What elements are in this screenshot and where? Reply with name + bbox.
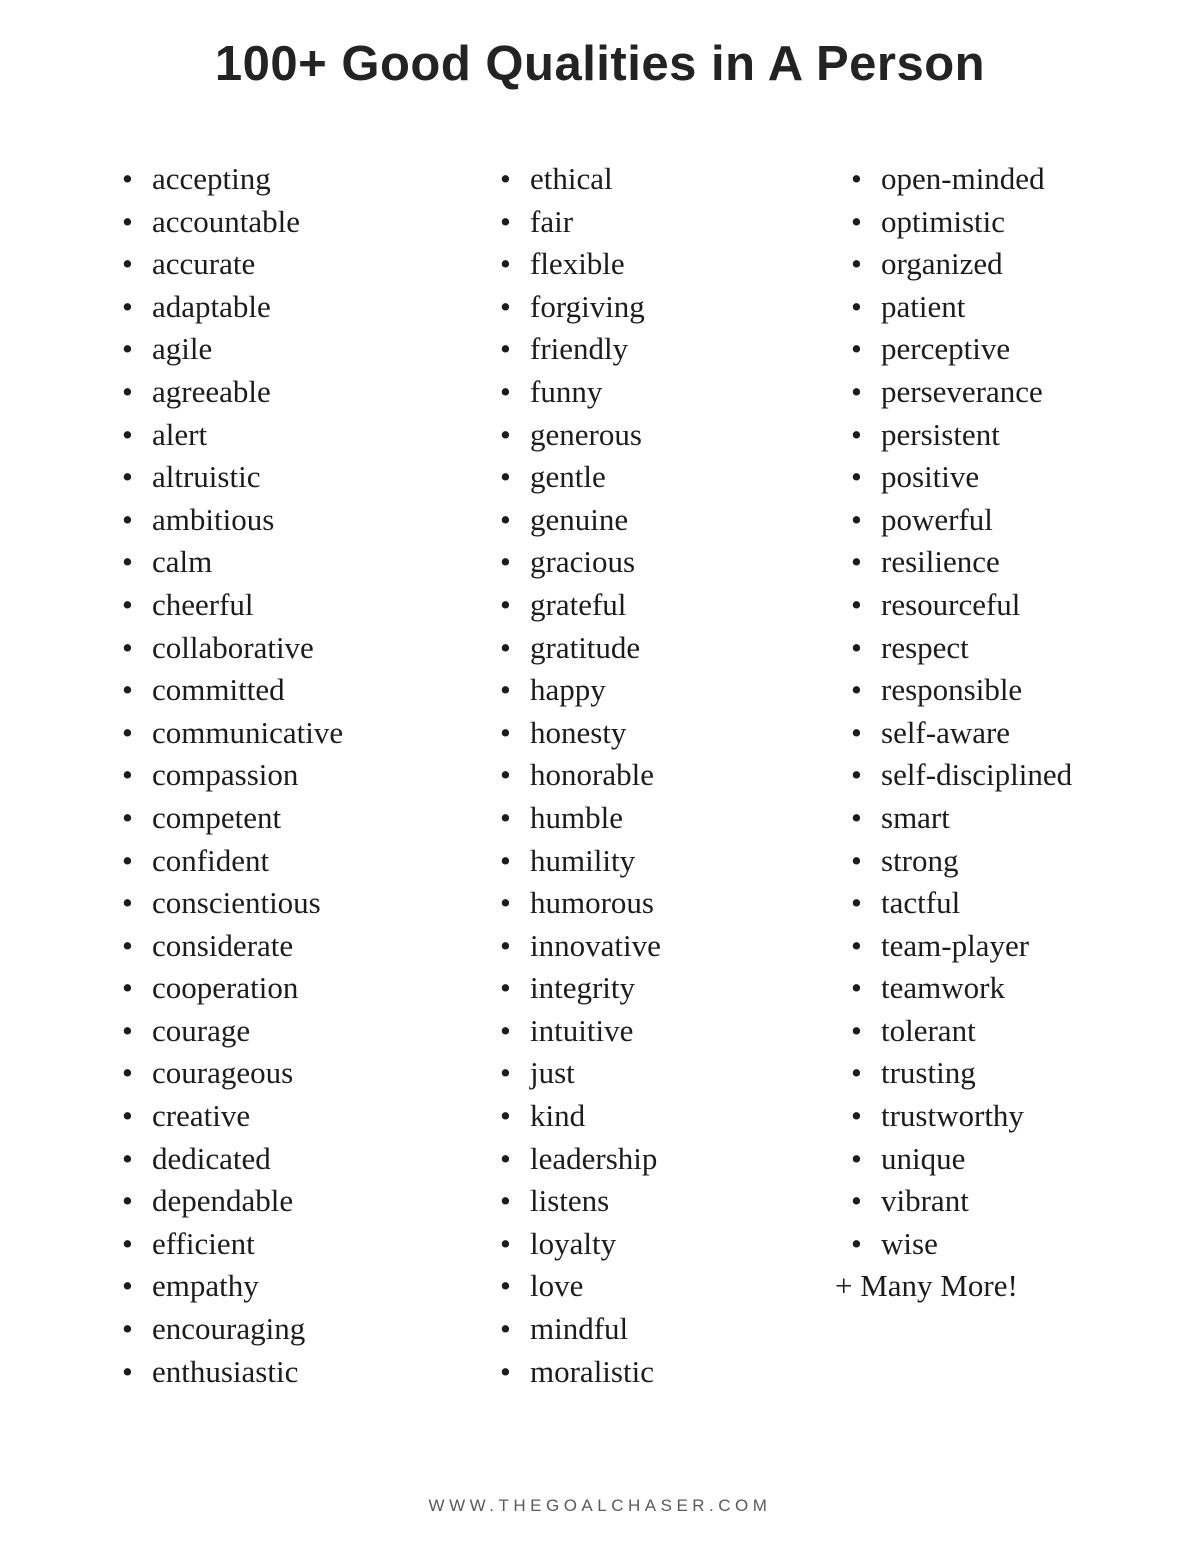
list-item [500,1180,661,1223]
list-item [500,499,661,542]
list-item [500,201,661,244]
list-item [122,584,343,627]
quality-text: persistent [881,416,1000,452]
list-item [500,712,661,755]
bullet-icon: • [500,1183,511,1219]
quality-text: creative [152,1098,251,1134]
bullet-icon: • [122,714,133,750]
list-item [122,754,343,797]
quality-text: wise [881,1225,938,1261]
bullet-icon: • [122,331,133,367]
quality-text: just [530,1055,575,1091]
list-item [500,328,661,371]
bullet-icon: • [122,416,133,452]
quality-text: forgiving [530,288,645,324]
bullet-icon: • [122,1268,133,1304]
bullet-icon: • [500,373,511,409]
bullet-icon: • [851,288,862,324]
bullet-icon: • [500,1098,511,1134]
quality-text: competent [152,799,282,835]
quality-text: encouraging [152,1311,306,1347]
bullet-icon: • [851,459,862,495]
quality-text: perceptive [881,331,1011,367]
quality-text: tactful [881,885,961,921]
list-item [500,243,661,286]
bullet-icon: • [851,1140,862,1176]
quality-text: strong [881,842,959,878]
bullet-icon: • [851,885,862,921]
list-item [122,627,343,670]
bullet-icon: • [122,1098,133,1134]
quality-text: efficient [152,1225,255,1261]
quality-text: happy [530,672,606,708]
quality-text: trustworthy [881,1098,1024,1134]
bullet-icon: • [500,246,511,282]
quality-text: calm [152,544,213,580]
bullet-icon: • [122,629,133,665]
bullet-icon: • [851,1183,862,1219]
bullet-icon: • [851,714,862,750]
bullet-icon: • [851,203,862,239]
bullet-icon: • [851,842,862,878]
quality-text: self-disciplined [881,757,1073,793]
list-item [851,840,1072,883]
list-item [500,1138,661,1181]
bullet-icon: • [851,161,862,196]
list-item [500,1052,661,1095]
list-item [851,201,1072,244]
quality-text: honorable [530,757,654,793]
list-item [500,456,661,499]
bullet-icon: • [851,246,862,282]
bullet-icon: • [500,757,511,793]
list-item [122,158,343,201]
quality-text: moralistic [530,1353,654,1389]
bullet-icon: • [122,1183,133,1219]
list-item [851,1223,1072,1266]
list-item [500,158,661,201]
quality-text: agile [152,331,213,367]
bullet-icon: • [500,1055,511,1091]
bullet-icon: • [122,1012,133,1048]
bullet-icon: • [122,1055,133,1091]
quality-text: confident [152,842,270,878]
list-item [500,1351,661,1394]
qualities-column-2 [500,158,661,1393]
quality-text: humorous [530,885,654,921]
bullet-icon: • [851,331,862,367]
bullet-icon: • [851,586,862,622]
bullet-icon: • [500,1311,511,1347]
list-item [500,1265,661,1308]
qualities-list-3 [851,158,1072,1265]
bullet-icon: • [851,1225,862,1261]
bullet-icon: • [122,544,133,580]
list-item [122,541,343,584]
quality-text: ambitious [152,501,275,537]
bullet-icon: • [851,970,862,1006]
list-item [122,669,343,712]
page-title: 100+ Good Qualities in A Person [214,37,986,91]
quality-text: powerful [881,501,993,537]
quality-text: enthusiastic [152,1353,299,1389]
bullet-icon: • [122,885,133,921]
bullet-icon: • [122,799,133,835]
list-item [500,1095,661,1138]
website-footer: WWW.THEGOALCHASER.COM [428,1496,772,1515]
quality-text: open-minded [881,161,1045,196]
quality-text: innovative [530,927,661,963]
quality-text: flexible [530,246,625,282]
quality-text: responsible [881,672,1023,708]
list-item [851,414,1072,457]
list-item [122,1010,343,1053]
list-item [122,1052,343,1095]
quality-text: altruistic [152,459,261,495]
bullet-icon: • [851,757,862,793]
quality-text: patient [881,288,966,324]
list-item [851,712,1072,755]
list-item [851,1052,1072,1095]
quality-text: team-player [881,927,1030,963]
quality-text: friendly [530,331,629,367]
quality-text: accountable [152,203,301,239]
list-item [500,1010,661,1053]
list-item [500,1223,661,1266]
quality-text: communicative [152,714,344,750]
bullet-icon: • [122,161,133,196]
quality-text: gentle [530,459,606,495]
bullet-icon: • [851,416,862,452]
quality-text: respect [881,629,969,665]
list-item [851,1138,1072,1181]
quality-text: self-aware [881,714,1011,750]
bullet-icon: • [500,970,511,1006]
bullet-icon: • [500,885,511,921]
list-item [851,243,1072,286]
quality-text: accurate [152,246,256,282]
bullet-icon: • [122,288,133,324]
bullet-icon: • [851,1012,862,1048]
bullet-icon: • [500,161,511,196]
quality-text: humility [530,842,636,878]
list-item [851,669,1072,712]
quality-text: genuine [530,501,629,537]
qualities-list-2 [500,158,661,1393]
quality-text: compassion [152,757,299,793]
list-item [851,925,1072,968]
bullet-icon: • [500,1140,511,1176]
bullet-icon: • [122,246,133,282]
list-item [122,243,343,286]
bullet-icon: • [500,586,511,622]
list-item [851,371,1072,414]
quality-text: kind [530,1098,586,1134]
bullet-icon: • [851,1055,862,1091]
bullet-icon: • [500,1353,511,1389]
list-item [122,1223,343,1266]
bullet-icon: • [851,672,862,708]
qualities-list-1 [122,158,343,1393]
quality-text: adaptable [152,288,271,324]
bullet-icon: • [851,927,862,963]
bullet-icon: • [122,203,133,239]
list-item [500,414,661,457]
quality-text: loyalty [530,1225,617,1261]
bullet-icon: • [500,416,511,452]
quality-text: empathy [152,1268,259,1304]
qualities-column-1 [122,158,343,1393]
bullet-icon: • [500,927,511,963]
quality-text: gratitude [530,629,641,665]
list-item [500,669,661,712]
list-item [122,1138,343,1181]
bullet-icon: • [122,1225,133,1261]
bullet-icon: • [851,1098,862,1134]
bullet-icon: • [500,672,511,708]
quality-text: collaborative [152,629,314,665]
list-item [851,882,1072,925]
bullet-icon: • [122,459,133,495]
list-item [122,328,343,371]
list-item [500,286,661,329]
quality-text: organized [881,246,1003,282]
quality-text: listens [530,1183,610,1219]
list-item [500,541,661,584]
bullet-icon: • [122,757,133,793]
list-item [122,1265,343,1308]
quality-text: accepting [152,161,271,196]
bullet-icon: • [851,544,862,580]
list-item [500,967,661,1010]
qualities-column-3 [835,158,1073,1308]
list-item [851,158,1072,201]
bullet-icon: • [122,672,133,708]
quality-text: optimistic [881,203,1005,239]
list-item [851,584,1072,627]
quality-text: courageous [152,1055,294,1091]
list-item [851,1095,1072,1138]
quality-text: resourceful [881,586,1021,622]
bullet-icon: • [500,501,511,537]
list-item [122,286,343,329]
list-item [500,584,661,627]
bullet-icon: • [122,1353,133,1389]
list-item [851,499,1072,542]
bullet-icon: • [500,203,511,239]
list-item [851,1010,1072,1053]
bullet-icon: • [122,1311,133,1347]
list-item [122,499,343,542]
list-item [500,840,661,883]
quality-text: committed [152,672,285,708]
quality-text: fair [530,203,574,239]
many-more-note: + Many More! [835,1268,1018,1304]
list-item [122,201,343,244]
list-item [122,712,343,755]
bullet-icon: • [851,799,862,835]
quality-text: mindful [530,1311,629,1347]
bullet-icon: • [122,501,133,537]
quality-text: dependable [152,1183,294,1219]
list-item [122,882,343,925]
quality-text: cooperation [152,970,299,1006]
quality-text: cheerful [152,586,254,622]
quality-text: funny [530,373,603,409]
list-item [122,925,343,968]
list-item [851,1180,1072,1223]
bullet-icon: • [122,586,133,622]
quality-text: teamwork [881,970,1005,1006]
list-item [851,754,1072,797]
quality-text: courage [152,1012,251,1048]
quality-text: intuitive [530,1012,634,1048]
list-item [500,627,661,670]
bullet-icon: • [500,842,511,878]
quality-text: tolerant [881,1012,976,1048]
bullet-icon: • [122,842,133,878]
quality-text: alert [152,416,208,452]
list-item [500,754,661,797]
bullet-icon: • [122,373,133,409]
list-item [122,840,343,883]
list-item [851,456,1072,499]
list-item [851,627,1072,670]
list-item [122,371,343,414]
quality-text: trusting [881,1055,976,1091]
list-item [122,1308,343,1351]
quality-text: perseverance [881,373,1043,409]
bullet-icon: • [851,501,862,537]
list-item [122,414,343,457]
list-item [122,967,343,1010]
list-item [500,925,661,968]
list-item [500,797,661,840]
quality-text: honesty [530,714,627,750]
quality-text: vibrant [881,1183,969,1219]
quality-text: grateful [530,586,627,622]
quality-text: integrity [530,970,636,1006]
quality-text: smart [881,799,950,835]
quality-text: conscientious [152,885,321,921]
quality-text: leadership [530,1140,658,1176]
bullet-icon: • [500,714,511,750]
list-item [500,371,661,414]
quality-text: generous [530,416,642,452]
list-item [851,967,1072,1010]
list-item [122,1351,343,1394]
quality-text: positive [881,459,980,495]
bullet-icon: • [500,288,511,324]
bullet-icon: • [500,544,511,580]
quality-text: humble [530,799,623,835]
quality-text: gracious [530,544,636,580]
list-item [122,456,343,499]
list-item [851,797,1072,840]
list-item [122,1180,343,1223]
quality-text: ethical [530,161,613,196]
bullet-icon: • [500,1012,511,1048]
bullet-icon: • [500,1225,511,1261]
bullet-icon: • [500,459,511,495]
quality-text: considerate [152,927,294,963]
list-item [122,1095,343,1138]
bullet-icon: • [500,629,511,665]
quality-text: dedicated [152,1140,271,1176]
bullet-icon: • [500,1268,511,1304]
list-item [851,328,1072,371]
bullet-icon: • [122,1140,133,1176]
quality-text: agreeable [152,373,271,409]
list-item [122,797,343,840]
bullet-icon: • [500,331,511,367]
list-item [500,882,661,925]
list-item [851,541,1072,584]
bullet-icon: • [500,799,511,835]
bullet-icon: • [851,373,862,409]
list-item [851,286,1072,329]
bullet-icon: • [851,629,862,665]
list-item [500,1308,661,1351]
quality-text: resilience [881,544,1000,580]
bullet-icon: • [122,970,133,1006]
quality-text: love [530,1268,584,1304]
quality-text: unique [881,1140,966,1176]
bullet-icon: • [122,927,133,963]
